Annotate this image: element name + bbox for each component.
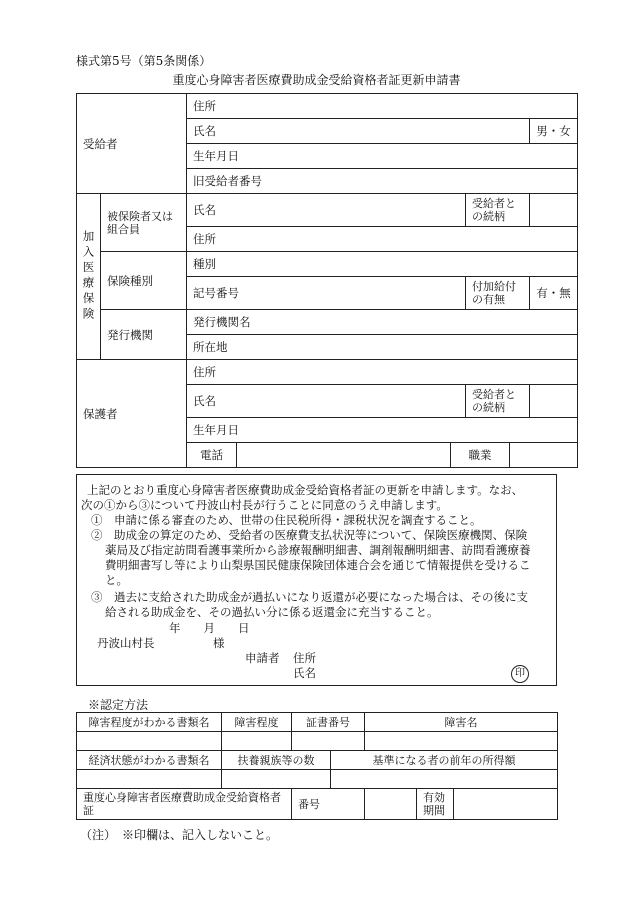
insurance-type-group-label: 保険種別 [101, 252, 187, 310]
consent-item-3-line1: ③ 過去に支給された助成金が過払いになり返還が必要になった場合は、その後に支 [91, 590, 528, 604]
disability-doc-cell [77, 732, 222, 751]
form-number: 様式第5号（第5条関係） [76, 54, 212, 68]
old-recipient-number-label: 旧受給者番号 [187, 169, 578, 194]
certification-table [76, 712, 558, 820]
recipient-birthdate-label: 生年月日 [187, 144, 578, 169]
consent-item-1: ① 申請に係る審査のため、世帯の住民税所得・課税状況を調査すること。 [91, 513, 482, 527]
guardian-occupation-label: 職業 [451, 443, 510, 468]
page-title: 重度心身障害者医療費助成金受給資格者証更新申請書 [172, 73, 461, 87]
applicant-address-label: 住所 [293, 651, 316, 665]
sex-choice: 男・女 [530, 119, 578, 144]
validity-label: 有効期間 [417, 789, 454, 820]
consent-item-2-line1: ② 助成金の算定のため、受給者の医療費支払状況等について、保険医療機関、保険 [91, 528, 528, 542]
application-form-table [76, 93, 578, 468]
declaration-intro-line2: 次の①から③について丹波山村長が行うことに同意のうえ申請します。 [81, 498, 448, 512]
guardian-phone-value [237, 443, 451, 468]
insured-person-label: 被保険者又は組合員 [101, 194, 187, 252]
economic-doc-header: 経済状態がわかる書類名 [77, 751, 222, 770]
disability-level-cell [222, 732, 292, 751]
recipient-section-label: 受給者 [77, 94, 187, 194]
insured-name-label: 氏名 [187, 194, 466, 227]
insured-relation-label: 受給者との続柄 [466, 194, 530, 227]
applicant-label: 申請者 [245, 651, 280, 665]
certificate-number-label: 番号 [292, 789, 365, 820]
application-date-line: 年 月 日 [169, 621, 250, 635]
recipient-name-label: 氏名 [187, 119, 530, 144]
cert-number-header: 証書番号 [292, 713, 365, 732]
addressee: 丹波山村長 [97, 636, 155, 650]
certificate-label: 重度心身障害者医療費助成金受給資格者証 [77, 789, 292, 820]
issuer-group-label: 発行機関 [101, 310, 187, 360]
footnote: （注） ※印欄は、記入しないこと。 [80, 828, 279, 842]
issuer-location-label: 所在地 [187, 335, 578, 360]
guardian-name-label: 氏名 [187, 385, 466, 418]
symbol-number-label: 記号番号 [187, 277, 466, 310]
consent-item-2-line3: 費明細書写し等により山梨県国民健康保険団体連合会を通じて情報提供を受けるこ [105, 558, 531, 572]
consent-item-3-line2: 給される助成金を、その過払い分に係る返還金に充当すること。 [105, 605, 439, 619]
extra-benefit-choice: 有・無 [530, 277, 578, 310]
income-cell [331, 770, 558, 789]
dependents-cell [222, 770, 331, 789]
consent-item-2-line4: と。 [105, 573, 128, 587]
insured-relation-value [530, 194, 578, 227]
insurance-section-label: 加入医療保険 [77, 194, 101, 360]
guardian-address-label: 住所 [187, 360, 578, 385]
extra-benefit-label: 付加給付の有無 [466, 277, 530, 310]
guardian-birthdate-label: 生年月日 [187, 418, 578, 443]
issuer-name-label: 発行機関名 [187, 310, 578, 335]
guardian-occupation-value [510, 443, 578, 468]
seal-icon: 印 [511, 665, 529, 683]
guardian-relation-label: 受給者との続柄 [466, 385, 530, 418]
guardian-phone-label: 電話 [187, 443, 237, 468]
disability-doc-header: 障害程度がわかる書類名 [77, 713, 222, 732]
guardian-section-label: 保護者 [77, 360, 187, 468]
dependents-header: 扶養親族等の数 [222, 751, 331, 770]
certification-section-label: ※認定方法 [88, 698, 149, 712]
economic-doc-cell [77, 770, 222, 789]
disability-name-header: 障害名 [365, 713, 558, 732]
certificate-number-value [365, 789, 417, 820]
addressee-honorific: 様 [213, 636, 225, 650]
disability-name-cell [365, 732, 558, 751]
guardian-relation-value [530, 385, 578, 418]
recipient-address-label: 住所 [187, 94, 578, 119]
validity-value [454, 789, 558, 820]
income-header: 基準になる者の前年の所得額 [331, 751, 558, 770]
insured-address-label: 住所 [187, 227, 578, 252]
insurance-type-label: 種別 [187, 252, 578, 277]
applicant-name-label: 氏名 [293, 666, 316, 680]
declaration-box [76, 474, 557, 686]
disability-level-header: 障害程度 [222, 713, 292, 732]
consent-item-2-line2: 薬局及び指定訪問看護事業所から診療報酬明細書、調剤報酬明細書、訪問看護療養 [105, 543, 531, 557]
declaration-intro-line1: 上記のとおり重度心身障害者医療費助成金受給資格者証の更新を申請します。なお、 [87, 483, 524, 497]
cert-number-cell [292, 732, 365, 751]
